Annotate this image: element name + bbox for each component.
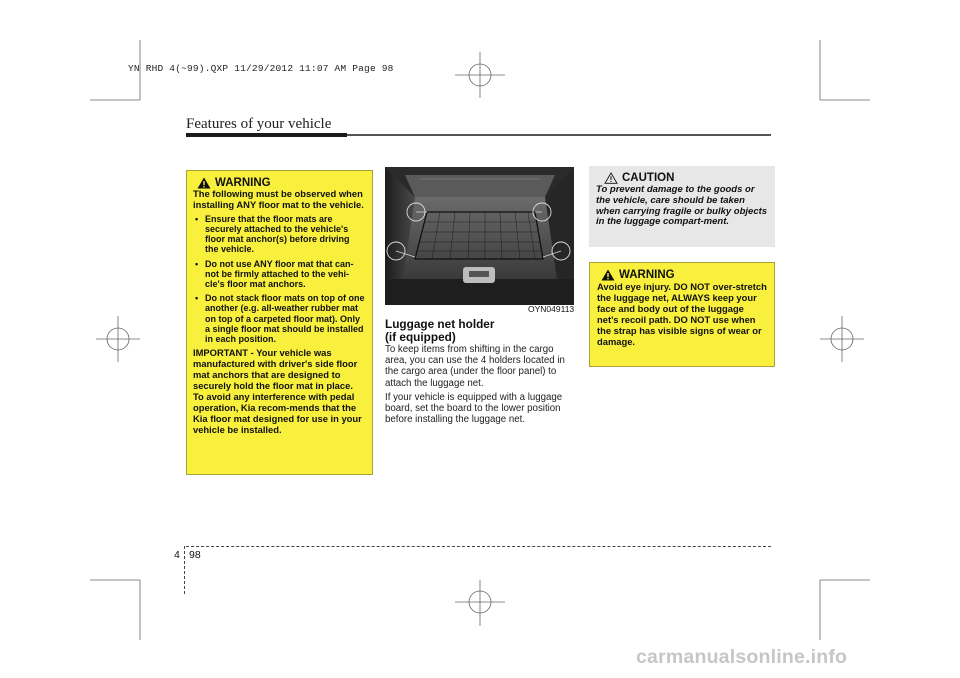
chapter-number: 4 [174, 549, 180, 561]
warning-bullet: • Do not use ANY floor mat that can-not be firmly attached to the vehi-cle's floor mat anchors. [193, 259, 365, 290]
file-stamp: YN RHD 4(~99).QXP 11/29/2012 11:07 AM Page 98 [128, 63, 394, 74]
luggage-net-paragraph: If your vehicle is equipped with a luggage board, set the board to the lower position before installing the luggage net. [385, 391, 563, 426]
warning-intro: The following must be observed when installing ANY floor mat to the vehicle. [193, 188, 364, 210]
warning-bullet: • Ensure that the floor mats are securely attached to the vehicle's floor mat anchor(s) before driving the vehicle. [193, 214, 365, 255]
caution-box [589, 166, 775, 247]
footer-rule [186, 546, 771, 547]
warning-important-note: IMPORTANT - Your vehicle was manufactured with driver's side floor mat anchors that are designed to securely hold the floor mat in place. To avoid any interference with pedal operation, Kia recom-mends that the Kia floor mat designed for use in your vehicle be installed. [193, 347, 362, 435]
warning-heading: WARNING [619, 269, 675, 281]
caution-text: To prevent damage to the goods or the vehicle, care should be taken when carrying fragile or bulky objects in the luggage compart-ment. [596, 184, 768, 228]
luggage-net-paragraph: To keep items from shifting in the cargo area, you can use the 4 holders located in the cargo area (under the floor panel) to attach the luggage net. [385, 344, 565, 389]
figure-code: OYN049113 [528, 304, 575, 314]
warning-triangle-icon [601, 269, 615, 281]
warning-box-floor-mat [186, 170, 373, 475]
warning-heading-row [601, 269, 767, 281]
warning-text: Avoid eye injury. DO NOT over-stretch the luggage net, ALWAYS keep your face and body out of the luggage net's recoil path. DO NOT use when the strap has visible signs of wear or damage. [597, 281, 767, 347]
cargo-area-illustration [385, 167, 574, 305]
caution-triangle-icon [604, 172, 618, 184]
section-title: Features of your vehicle [186, 116, 332, 132]
luggage-net-title-line1: Luggage net holder [385, 317, 495, 331]
cargo-net-photo [385, 167, 574, 305]
warning-box-luggage-net [589, 262, 775, 367]
footer-divider [184, 546, 185, 594]
warning-bullet-list [193, 214, 365, 344]
luggage-net-title [385, 318, 575, 344]
caution-heading: CAUTION [622, 172, 675, 184]
watermark: carmanualsonline.info [636, 646, 848, 668]
warning-heading: WARNING [215, 177, 271, 189]
luggage-net-title-line2: (if equipped) [385, 330, 456, 344]
header-bar [186, 133, 347, 137]
page-number: 98 [189, 549, 201, 561]
caution-heading-row [604, 172, 768, 184]
warning-bullet: • Do not stack floor mats on top of one another (e.g. all-weather rubber mat on top of a carpeted floor mat). Only a single floor mat should be installed in each position. [193, 293, 365, 344]
luggage-net-body [385, 344, 575, 428]
